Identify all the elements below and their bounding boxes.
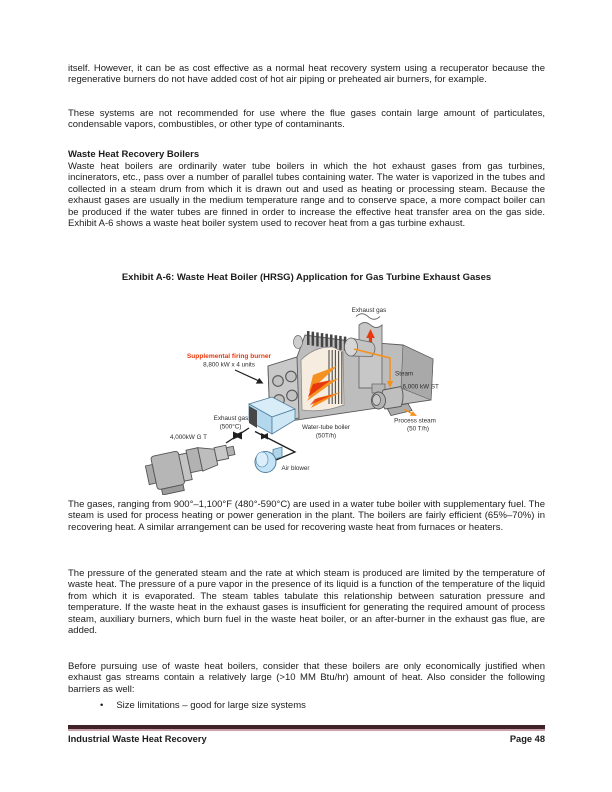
paragraph-gas-temperatures: The gases, ranging from 900°–1,100°F (480°-590°C) are used in a water tube boiler with supplementary fuel. The steam is used for process heating or power generation in the plant. The boilers are fairly efficient (65%–70%) in recovering heat. A similar arrangement can be used for recovering waste heat from furnaces or heaters.: [68, 499, 545, 533]
valve-icon: [261, 433, 268, 440]
label-exhaust-gas-duct: Exhaust gas: [213, 415, 249, 422]
label-steam: Steam: [395, 370, 414, 378]
paragraph-not-recommended: These systems are not recommended for use where the flue gases contain large amount of particulates, condensable vapors, combustibles, or other type of contaminants.: [68, 108, 545, 131]
bullet-text: Size limitations – good for large size systems: [116, 700, 306, 711]
label-water-tube-boiler: Water-tube boiler: [301, 424, 351, 431]
footer-document-title: Industrial Waste Heat Recovery: [68, 734, 207, 744]
footer: [68, 734, 545, 744]
footer-rule: [68, 725, 545, 731]
label-steam-turbine: 6,000 kW ST: [402, 383, 439, 391]
burner-pointer-arrow-icon: [235, 370, 264, 384]
gas-turbine: [145, 439, 240, 495]
label-supplemental-firing-burner: Supplemental firing burner: [186, 353, 272, 360]
label-exhaust-gas-top: Exhaust gas: [351, 307, 387, 314]
furnace-cutaway: [301, 347, 344, 411]
label-burner-units: 8,800 kW x 4 units: [203, 361, 255, 369]
label-process-steam: Process steam: [394, 417, 436, 425]
label-process-steam-rate: (50 T/h): [407, 425, 429, 433]
exhibit-title: Exhibit A-6: Waste Heat Boiler (HRSG) Application for Gas Turbine Exhaust Gases: [121, 272, 492, 283]
hrsg-diagram: [145, 300, 475, 495]
label-gas-turbine: 4,000kW G T: [170, 434, 207, 441]
footer-page-number: Page 48: [509, 734, 545, 744]
paragraph-intro-continuation: itself. However, it can be as cost effective as a normal heat recovery system using a recuperator because the regenerative burners do not have added cost of hot air piping or preheated air burners, for example.: [68, 63, 545, 86]
valve-icon: [233, 432, 242, 440]
paragraph-economic-justification: Before pursuing use of waste heat boilers, consider that these boilers are only economically justified when exhaust gas streams contain a relatively large (>10 MM Btu/hr) amount of heat. Also consider the following barriers as well:: [68, 661, 545, 695]
paragraph-steam-pressure: The pressure of the generated steam and the rate at which steam is produced are limited by the temperature of waste heat. The pressure of a pure vapor in the presence of its liquid is a function of the temperature of the liquid from which it is evaporated. The steam tables tabulate this relationship between saturation pressure and temperature. If the waste heat in the exhaust gases is insufficient for generating the required amount of process steam, auxiliary burners, which burn fuel in the waste heat boiler, or an after-burner in the exhaust gas flue, are added.: [68, 568, 545, 637]
label-air-blower: Air blower: [281, 465, 310, 472]
label-boiler-capacity: (50T/h): [315, 432, 337, 440]
bullet-marker: •: [100, 700, 104, 711]
bullet-item: [100, 700, 530, 711]
section-heading: Waste Heat Recovery Boilers: [68, 149, 200, 160]
label-exhaust-gas-temp: (500°C): [219, 423, 242, 431]
paragraph-boiler-description: Waste heat boilers are ordinarily water tube boilers in which the hot exhaust gases from gas turbines, incinerators, etc., pass over a number of parallel tubes containing water. The water is vaporized in the tubes and collected in a steam drum from which it is drawn out and used as heating or processing steam. Because the exhaust gases are usually in the medium temperature range and to conserve space, a more compact boiler can be produced if the water tubes are finned in order to increase the effective heat transfer area on the gas side. Exhibit A-6 shows a waste heat boiler system used to recover heat from a gas turbine exhaust.: [68, 161, 545, 230]
